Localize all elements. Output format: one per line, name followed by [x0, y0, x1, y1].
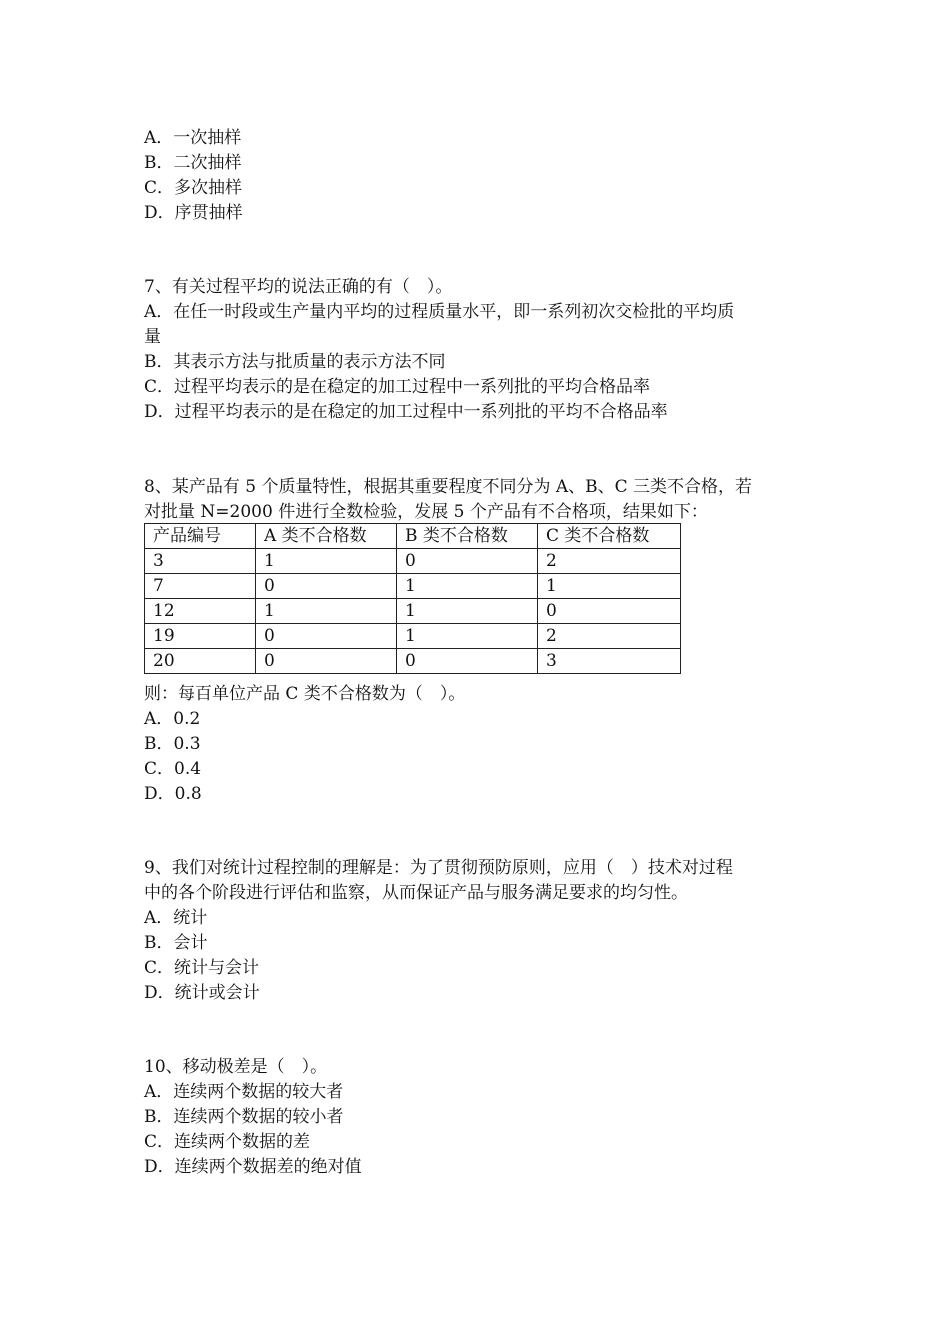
q8-option-d: D．0.8 [144, 784, 202, 804]
q8-option-b: B．0.3 [144, 734, 201, 754]
q9-stem-line2: 中的各个阶段进行评估和监察，从而保证产品与服务满足要求的均匀性。 [144, 883, 688, 903]
table-cell: 0 [256, 624, 397, 649]
q10-stem: 10、移动极差是（ ）。 [144, 1057, 328, 1077]
q6-option-b: B．二次抽样 [144, 153, 242, 173]
table-row [145, 624, 681, 649]
table-cell: 3 [538, 649, 681, 674]
q9-stem-line1: 9、我们对统计过程控制的理解是：为了贯彻预防原则，应用（ ）技术对过程 [144, 858, 733, 878]
q7-option-a: A．在任一时段或生产量内平均的过程质量水平，即一系列初次交检批的平均质 [144, 302, 735, 322]
table-cell: 19 [145, 624, 256, 649]
q10-option-a: A．连续两个数据的较大者 [144, 1082, 344, 1102]
q6-option-c: C．多次抽样 [144, 178, 243, 198]
table-cell: 2 [538, 549, 681, 574]
table-cell: 1 [397, 599, 538, 624]
q7-option-a-continued: 量 [144, 327, 161, 347]
q8-option-a: A．0.2 [144, 709, 201, 729]
table-cell: 12 [145, 599, 256, 624]
q7-stem: 7、有关过程平均的说法正确的有（ ）。 [144, 277, 453, 297]
table-cell: 0 [538, 599, 681, 624]
header-class-c: C 类不合格数 [538, 524, 681, 549]
q6-option-d: D．序贯抽样 [144, 203, 243, 223]
table-cell: 1 [538, 574, 681, 599]
table-cell: 7 [145, 574, 256, 599]
header-product-id: 产品编号 [145, 524, 256, 549]
table-row [145, 549, 681, 574]
q9-option-b: B．会计 [144, 933, 208, 953]
table-header-row [145, 524, 681, 549]
table-row [145, 574, 681, 599]
table-cell: 1 [397, 624, 538, 649]
q10-option-d: D．连续两个数据差的绝对值 [144, 1157, 362, 1177]
q8-stem-line1: 8、某产品有 5 个质量特性，根据其重要程度不同分为 A、B、C 三类不合格，若 [144, 477, 753, 497]
table-cell: 1 [256, 599, 397, 624]
q8-stem-line2: 对批量 N=2000 件进行全数检验，发展 5 个产品有不合格项，结果如下： [144, 502, 708, 522]
q7-option-c: C．过程平均表示的是在稳定的加工过程中一系列批的平均合格品率 [144, 377, 651, 397]
table-cell: 2 [538, 624, 681, 649]
header-class-a: A 类不合格数 [256, 524, 397, 549]
q6-option-a: A．一次抽样 [144, 128, 242, 148]
q7-option-d: D．过程平均表示的是在稳定的加工过程中一系列批的平均不合格品率 [144, 402, 668, 422]
table-cell: 20 [145, 649, 256, 674]
table-cell: 1 [397, 574, 538, 599]
q10-option-c: C．连续两个数据的差 [144, 1132, 311, 1152]
q8-option-c: C．0.4 [144, 759, 202, 779]
q9-option-c: C．统计与会计 [144, 958, 260, 978]
header-class-b: B 类不合格数 [397, 524, 538, 549]
table-cell: 0 [397, 649, 538, 674]
defect-table [144, 523, 681, 674]
q10-option-b: B．连续两个数据的较小者 [144, 1107, 344, 1127]
table-row [145, 649, 681, 674]
table-cell: 1 [256, 549, 397, 574]
q9-option-d: D．统计或会计 [144, 983, 260, 1003]
table-cell: 0 [256, 649, 397, 674]
q8-question: 则：每百单位产品 C 类不合格数为（ ）。 [144, 684, 466, 704]
table-row [145, 599, 681, 624]
q9-option-a: A．统计 [144, 908, 208, 928]
table-cell: 0 [397, 549, 538, 574]
table-cell: 0 [256, 574, 397, 599]
table-cell: 3 [145, 549, 256, 574]
q7-option-b: B．其表示方法与批质量的表示方法不同 [144, 352, 446, 372]
